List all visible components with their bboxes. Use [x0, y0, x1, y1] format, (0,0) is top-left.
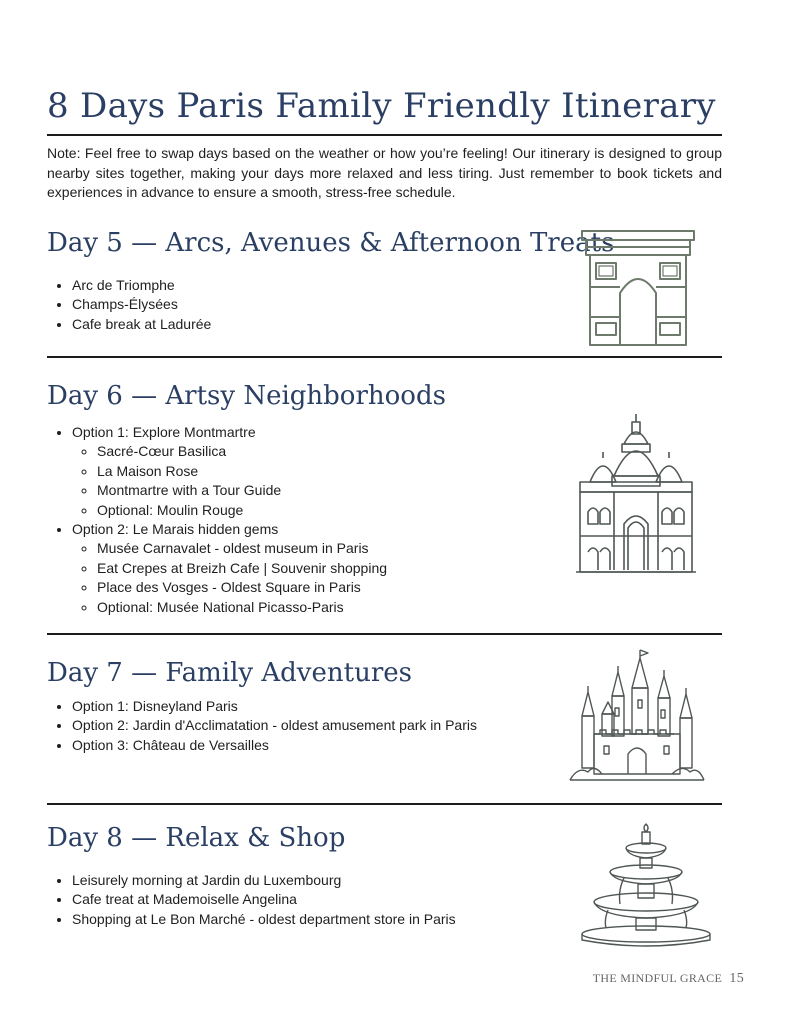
day-7-heading: Day 7 — Family Adventures — [47, 658, 412, 688]
list-item: ◦ Musée Carnavalet - oldest museum in Paris — [97, 539, 387, 558]
sub-list — [72, 442, 387, 520]
list-item: • Arc de Triomphe — [72, 276, 211, 295]
list-item: • Champs-Élysées — [72, 295, 211, 314]
list-item: ◦ Place des Vosges - Oldest Square in Paris — [97, 578, 387, 597]
day-5-list — [47, 276, 211, 334]
section-divider — [47, 633, 722, 635]
list-item: ◦ Montmartre with a Tour Guide — [97, 481, 387, 500]
list-item: ◦ Optional: Moulin Rouge — [97, 501, 387, 520]
castle-icon — [568, 648, 706, 784]
list-item — [72, 423, 387, 520]
page-number: 15 — [729, 971, 744, 986]
day-8-heading: Day 8 — Relax & Shop — [47, 823, 346, 853]
sub-list — [72, 539, 387, 617]
page-title: 8 Days Paris Family Friendly Itinerary — [47, 86, 716, 126]
list-item: • Cafe break at Ladurée — [72, 315, 211, 334]
list-item: • Option 2: Jardin d'Acclimatation - oldest amusement park in Paris — [72, 716, 477, 735]
list-item: • Option 3: Château de Versailles — [72, 736, 477, 755]
day-5-heading: Day 5 — Arcs, Avenues & Afternoon Treats — [47, 228, 615, 258]
list-item: ◦ La Maison Rose — [97, 462, 387, 481]
list-item — [72, 520, 387, 617]
list-item: • Option 1: Disneyland Paris — [72, 697, 477, 716]
option-label: Option 1: Explore Montmartre — [72, 424, 256, 440]
sacre-coeur-icon — [574, 412, 698, 574]
list-item: • Leisurely morning at Jardin du Luxembourg — [72, 871, 456, 890]
fountain-icon — [578, 820, 714, 950]
option-label: Option 2: Le Marais hidden gems — [72, 521, 279, 538]
footer-brand: THE MINDFUL GRACE — [592, 971, 723, 985]
list-item: ◦ Optional: Musée National Picasso-Paris — [97, 598, 387, 617]
list-item: ◦ Sacré-Cœur Basilica — [97, 442, 387, 461]
list-item: • Shopping at Le Bon Marché - oldest department store in Paris — [72, 910, 456, 929]
day-6-list — [47, 423, 387, 617]
page-footer — [593, 971, 744, 987]
list-item: • Cafe treat at Mademoiselle Angelina — [72, 890, 456, 909]
section-divider — [47, 803, 722, 805]
day-8-list — [47, 871, 456, 929]
title-divider — [47, 134, 722, 136]
list-item: ◦ Eat Crepes at Breizh Cafe | Souvenir shopping — [97, 559, 387, 578]
day-6-heading: Day 6 — Artsy Neighborhoods — [47, 381, 446, 411]
section-divider — [47, 356, 722, 358]
arc-de-triomphe-icon — [580, 229, 696, 347]
day-7-list — [47, 697, 477, 755]
intro-note: Note: Feel free to swap days based on the weather or how you’re feeling! Our itinerary is designed to group nearby sites together, making your days more relaxed and less tiring. Just remember to book tickets and experiences in advance to ensure a smooth, stress-free schedule. — [47, 145, 722, 200]
